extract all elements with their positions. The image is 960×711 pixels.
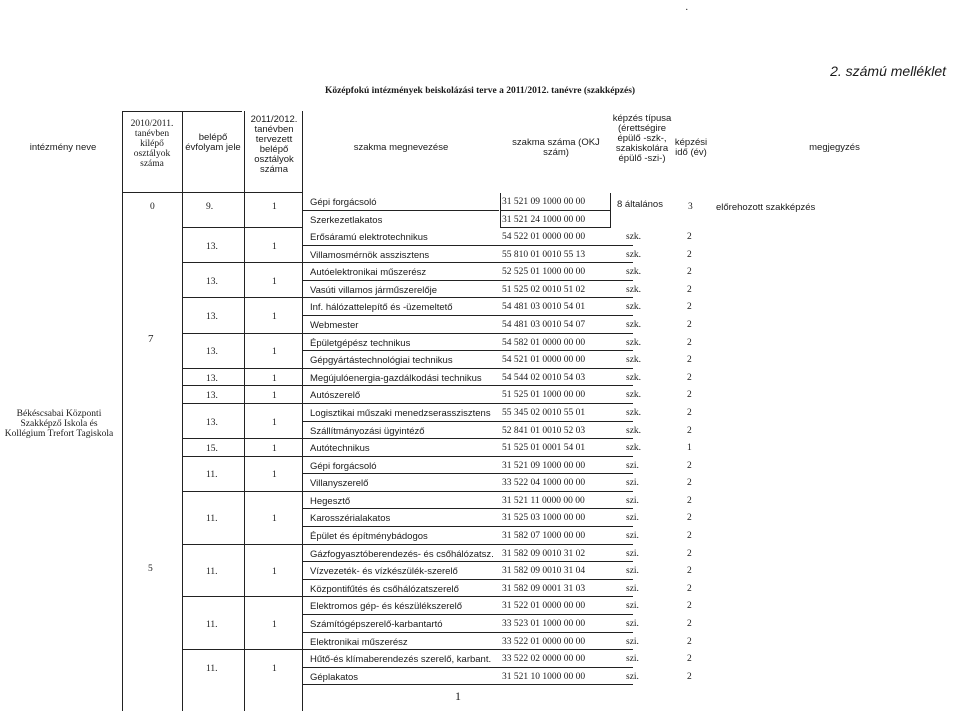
specialty-name: Villanyszerelő bbox=[310, 478, 369, 490]
okj-box-rule bbox=[610, 193, 611, 228]
specialty-name: Karosszérialakatos bbox=[310, 513, 391, 525]
training-duration: 2 bbox=[687, 601, 692, 612]
training-type: szk. bbox=[626, 355, 642, 366]
group-rule bbox=[182, 262, 302, 263]
training-type: szi. bbox=[626, 654, 639, 665]
training-duration: 2 bbox=[687, 531, 692, 542]
row-rule bbox=[303, 245, 633, 246]
okj-code: 31 521 11 0000 00 00 bbox=[502, 495, 585, 506]
row-rule bbox=[303, 579, 633, 580]
okj-code: 54 521 01 0000 00 00 bbox=[502, 355, 586, 366]
header-specialty: szakma megnevezése bbox=[353, 142, 449, 153]
okj-code: 55 810 01 0010 55 13 bbox=[502, 249, 586, 260]
planned-classes: 1 bbox=[272, 347, 277, 358]
row-rule bbox=[303, 368, 633, 369]
training-type: szi. bbox=[626, 548, 639, 559]
row-rule bbox=[303, 473, 633, 474]
header-entry-grade: belépő évfolyam jele bbox=[185, 132, 241, 153]
okj-code: 31 521 09 1000 00 00 bbox=[502, 197, 586, 207]
specialty-name: Épület és építménybádogos bbox=[310, 531, 428, 543]
training-type: szk. bbox=[626, 232, 642, 243]
page-title: Középfokú intézmények beiskolázási terve a 2011/2012. tanévre (szakképzés) bbox=[324, 86, 636, 96]
training-type: szi. bbox=[626, 531, 639, 542]
okj-code: 31 582 09 0010 31 04 bbox=[502, 566, 586, 577]
okj-code: 33 522 04 1000 00 00 bbox=[502, 478, 586, 489]
row-rule bbox=[303, 596, 633, 597]
group-rule bbox=[182, 438, 302, 439]
row-rule bbox=[303, 491, 633, 492]
training-duration: 2 bbox=[687, 513, 692, 524]
okj-code: 54 481 03 0010 54 01 bbox=[502, 302, 586, 313]
okj-code: 54 481 03 0010 54 07 bbox=[502, 320, 586, 331]
top-block-classes: 1 bbox=[272, 202, 277, 212]
okj-box-rule bbox=[500, 227, 610, 228]
okj-code: 33 522 01 0000 00 00 bbox=[502, 636, 586, 647]
training-duration: 2 bbox=[687, 566, 692, 577]
training-duration: 2 bbox=[687, 249, 692, 260]
planned-classes: 1 bbox=[272, 619, 277, 630]
row-rule bbox=[303, 421, 633, 422]
training-type: szk. bbox=[626, 249, 642, 260]
row-rule bbox=[303, 544, 633, 545]
specialty-name: Elektromos gép- és készülékszerelő bbox=[310, 601, 463, 613]
row-rule bbox=[303, 561, 633, 562]
header-planned-classes: 2011/2012. tanévben tervezett belépő osztályok száma bbox=[250, 114, 298, 175]
training-duration: 2 bbox=[687, 390, 692, 401]
specialty-name: Gépgyártástechnológiai technikus bbox=[310, 355, 453, 367]
annex-label: 2. számú melléklet bbox=[830, 63, 946, 79]
planned-classes: 1 bbox=[272, 663, 277, 674]
row-rule bbox=[303, 438, 633, 439]
training-type: szk. bbox=[626, 407, 642, 418]
corner-mark: . bbox=[685, 2, 688, 13]
specialty-name: Vízvezeték- és vízkészülék-szerelő bbox=[310, 566, 458, 578]
specialty-name: Elektronikai műszerész bbox=[310, 636, 408, 648]
planned-classes: 1 bbox=[272, 470, 277, 481]
group-rule bbox=[182, 385, 302, 386]
specialty-name: Autószerelő bbox=[310, 390, 361, 402]
row-rule bbox=[303, 262, 633, 263]
training-duration: 2 bbox=[687, 337, 692, 348]
specialty-name: Központifűtés és csőhálózatszerelő bbox=[310, 583, 459, 595]
row-rule bbox=[303, 333, 633, 334]
planned-classes: 1 bbox=[272, 241, 277, 252]
okj-code: 31 521 10 1000 00 00 bbox=[502, 671, 586, 682]
training-duration: 2 bbox=[687, 372, 692, 383]
training-type: szk. bbox=[626, 443, 642, 454]
header-remark: megjegyzés bbox=[809, 142, 860, 153]
training-type: szi. bbox=[626, 478, 639, 489]
specialty-name: Számítógépszerelő-karbantartó bbox=[310, 618, 443, 630]
entry-grade: 13. bbox=[206, 276, 218, 287]
training-duration: 2 bbox=[687, 320, 692, 331]
column-rule bbox=[244, 111, 245, 711]
training-duration: 1 bbox=[687, 443, 692, 454]
training-duration: 2 bbox=[687, 232, 692, 243]
column-rule bbox=[182, 111, 183, 711]
training-type: szi. bbox=[626, 601, 639, 612]
specialty-name: Hegesztő bbox=[310, 495, 351, 507]
header-okj: szakma száma (OKJ szám) bbox=[512, 137, 600, 158]
row-rule bbox=[303, 614, 633, 615]
row-rule bbox=[303, 667, 633, 668]
entry-grade: 13. bbox=[206, 391, 218, 402]
entry-grade: 11. bbox=[206, 470, 218, 481]
specialty-name: Szállítmányozási ügyintéző bbox=[310, 425, 425, 437]
specialty-name: Megújulóenergia-gazdálkodási technikus bbox=[310, 372, 482, 384]
okj-code: 31 582 09 0010 31 02 bbox=[502, 548, 586, 559]
training-duration: 2 bbox=[687, 636, 692, 647]
training-duration: 2 bbox=[687, 478, 692, 489]
training-type: szk. bbox=[626, 372, 642, 383]
row-rule bbox=[303, 210, 499, 211]
group-rule bbox=[182, 227, 302, 228]
row-rule bbox=[303, 280, 633, 281]
group-rule bbox=[182, 491, 302, 492]
header-institution: intézmény neve bbox=[29, 142, 97, 153]
training-duration: 2 bbox=[687, 302, 692, 313]
specialty-name: Épületgépész technikus bbox=[310, 337, 411, 349]
specialty-name: Autótechnikus bbox=[310, 443, 370, 455]
specialty-name: Logisztikai műszaki menedzserasszisztens bbox=[310, 407, 491, 419]
okj-code: 54 582 01 0000 00 00 bbox=[502, 337, 586, 348]
entry-grade: 13. bbox=[206, 347, 218, 358]
okj-code: 52 841 01 0010 52 03 bbox=[502, 425, 586, 436]
training-duration: 2 bbox=[687, 284, 692, 295]
entry-grade: 11. bbox=[206, 514, 218, 525]
entry-grade: 13. bbox=[206, 241, 218, 252]
okj-code: 55 345 02 0010 55 01 bbox=[502, 407, 586, 418]
top-block-remark: előrehozott szakképzés bbox=[716, 202, 816, 213]
row-rule bbox=[303, 456, 633, 457]
planned-classes: 1 bbox=[272, 417, 277, 428]
header-rule bbox=[122, 192, 302, 193]
group-rule bbox=[182, 649, 302, 650]
training-duration: 2 bbox=[687, 495, 692, 506]
okj-box-rule bbox=[500, 193, 501, 228]
row-rule bbox=[303, 385, 633, 386]
specialty-name: Webmester bbox=[310, 320, 359, 332]
okj-code: 51 525 02 0010 51 02 bbox=[502, 284, 586, 295]
entry-grade: 11. bbox=[206, 566, 218, 577]
row-rule bbox=[303, 297, 633, 298]
okj-code: 31 582 07 1000 00 00 bbox=[502, 531, 586, 542]
training-type: szk. bbox=[626, 302, 642, 313]
group-rule bbox=[182, 456, 302, 457]
okj-code: 31 582 09 0001 31 03 bbox=[502, 583, 586, 594]
okj-code: 51 525 01 1000 00 00 bbox=[502, 390, 586, 401]
specialty-name: Hűtő-és klímaberendezés szerelő, karbant. bbox=[310, 654, 492, 666]
header-leaving-classes: 2010/2011. tanévben kilépő osztályok száma bbox=[130, 119, 174, 169]
training-type: szi. bbox=[626, 460, 639, 471]
training-type: szk. bbox=[626, 337, 642, 348]
leaving-classes-top: 0 bbox=[150, 202, 155, 212]
okj-box-rule bbox=[500, 210, 610, 211]
column-rule bbox=[122, 111, 123, 711]
training-duration: 2 bbox=[687, 654, 692, 665]
training-type: szi. bbox=[626, 618, 639, 629]
institution-name: Békéscsabai Központi Szakképző Iskola és Kollégium Trefort Tagiskola bbox=[4, 409, 114, 439]
row-rule bbox=[303, 403, 633, 404]
okj-code: 31 522 01 0000 00 00 bbox=[502, 601, 586, 612]
okj-code: 33 522 02 0000 00 00 bbox=[502, 654, 586, 665]
group-rule bbox=[182, 403, 302, 404]
specialty-name: Villamosmérnök asszisztens bbox=[310, 249, 430, 261]
planned-classes: 1 bbox=[272, 276, 277, 287]
training-type: szi. bbox=[626, 566, 639, 577]
column-rule bbox=[302, 111, 303, 711]
specialty-name: Vasúti villamos járműszerelője bbox=[310, 284, 438, 296]
entry-grade: 11. bbox=[206, 663, 218, 674]
training-type: szk. bbox=[626, 284, 642, 295]
header-duration: képzési idő (év) bbox=[674, 137, 708, 158]
row-rule bbox=[303, 315, 633, 316]
training-duration: 2 bbox=[687, 618, 692, 629]
training-type: szi. bbox=[626, 583, 639, 594]
entry-grade: 15. bbox=[206, 443, 218, 454]
training-duration: 2 bbox=[687, 671, 692, 682]
specialty-name: Gépi forgácsoló bbox=[310, 197, 377, 208]
specialty-name: Autóelektronikai műszerész bbox=[310, 267, 427, 279]
okj-code: 54 522 01 0000 00 00 bbox=[502, 232, 586, 243]
group-rule bbox=[182, 368, 302, 369]
training-type: szk. bbox=[626, 267, 642, 278]
specialty-name: Inf. hálózattelepítő és -üzemeltető bbox=[310, 302, 453, 314]
training-type: szk. bbox=[626, 425, 642, 436]
specialty-name: Erősáramú elektrotechnikus bbox=[310, 232, 428, 244]
training-duration: 2 bbox=[687, 267, 692, 278]
group-rule bbox=[182, 297, 302, 298]
training-type: szk. bbox=[626, 390, 642, 401]
row-rule bbox=[303, 526, 633, 527]
leaving-classes-bottom: 5 bbox=[148, 564, 153, 574]
specialty-name: Szerkezetlakatos bbox=[310, 214, 383, 226]
training-duration: 2 bbox=[687, 548, 692, 559]
training-type: szi. bbox=[626, 636, 639, 647]
training-type: szi. bbox=[626, 513, 639, 524]
group-rule bbox=[182, 333, 302, 334]
entry-grade: 11. bbox=[206, 619, 218, 630]
row-rule bbox=[303, 649, 633, 650]
training-duration: 2 bbox=[687, 460, 692, 471]
okj-code: 52 525 01 1000 00 00 bbox=[502, 267, 586, 278]
planned-classes: 1 bbox=[272, 373, 277, 384]
training-type: szi. bbox=[626, 671, 639, 682]
top-block-duration: 3 bbox=[688, 202, 693, 212]
planned-classes: 1 bbox=[272, 391, 277, 402]
entry-grade: 13. bbox=[206, 417, 218, 428]
group-rule bbox=[182, 596, 302, 597]
row-rule bbox=[303, 350, 633, 351]
planned-classes: 1 bbox=[272, 312, 277, 323]
okj-code: 54 544 02 0010 54 03 bbox=[502, 372, 586, 383]
training-duration: 2 bbox=[687, 583, 692, 594]
entry-grade: 13. bbox=[206, 312, 218, 323]
top-block-basis: 8 általános bbox=[617, 199, 663, 210]
row-rule bbox=[303, 684, 633, 685]
top-block-grade: 9. bbox=[206, 202, 214, 212]
okj-code: 31 525 03 1000 00 00 bbox=[502, 513, 586, 524]
okj-code: 51 525 01 0001 54 01 bbox=[502, 443, 586, 454]
training-duration: 2 bbox=[687, 425, 692, 436]
okj-code: 31 521 24 1000 00 00 bbox=[502, 214, 586, 225]
planned-classes: 1 bbox=[272, 566, 277, 577]
training-duration: 2 bbox=[687, 355, 692, 366]
okj-code: 33 523 01 1000 00 00 bbox=[502, 618, 586, 629]
group-rule bbox=[182, 544, 302, 545]
page-number: 1 bbox=[455, 689, 461, 703]
row-rule bbox=[303, 632, 633, 633]
training-duration: 2 bbox=[687, 407, 692, 418]
okj-code: 31 521 09 1000 00 00 bbox=[502, 460, 586, 471]
specialty-name: Géplakatos bbox=[310, 671, 359, 683]
specialty-name: Gépi forgácsoló bbox=[310, 460, 377, 472]
planned-classes: 1 bbox=[272, 443, 277, 454]
training-type: szk. bbox=[626, 320, 642, 331]
training-type: szi. bbox=[626, 495, 639, 506]
row-rule bbox=[303, 508, 633, 509]
specialty-name: Gázfogyasztóberendezés- és csőhálózatsz. bbox=[310, 548, 494, 560]
leaving-classes-mid: 7 bbox=[148, 333, 154, 345]
planned-classes: 1 bbox=[272, 514, 277, 525]
header-training-type: képzés típusa (érettségire épülő -szk-, szakiskolára épülő -szi-) bbox=[612, 113, 672, 164]
entry-grade: 13. bbox=[206, 373, 218, 384]
